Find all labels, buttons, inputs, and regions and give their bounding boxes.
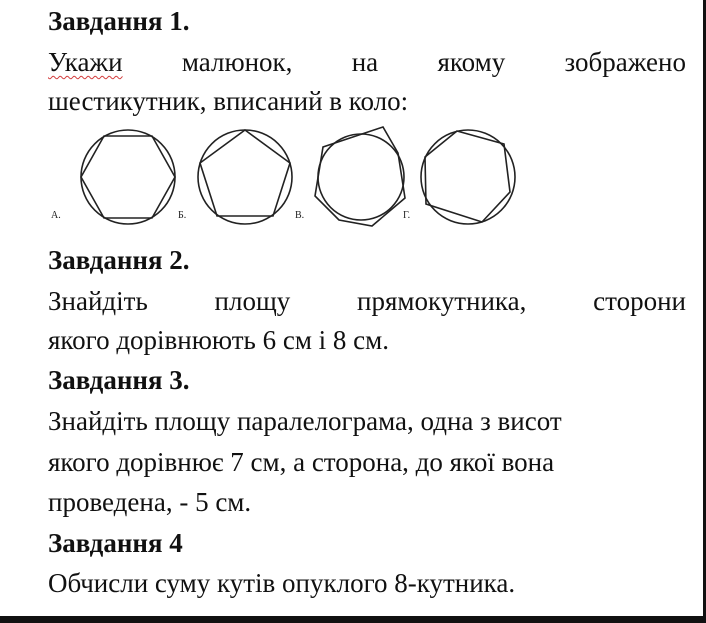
inscribed-polygons-figure xyxy=(48,122,548,234)
figure-label-d: Г. xyxy=(403,210,411,221)
bottom-border-rule xyxy=(0,616,706,623)
figure-label-b: Б. xyxy=(178,210,187,221)
task1-word-3: на xyxy=(351,47,379,77)
task1-heading: Завдання 1. xyxy=(48,6,190,36)
task2-line2: якого дорівнюють 6 см і 8 см. xyxy=(48,325,389,355)
task3-line1: Знайдіть площу паралелограма, одна з висот xyxy=(48,406,562,436)
task1-word-2: малюнок, xyxy=(181,47,293,77)
task2-line1 xyxy=(48,284,686,318)
task2-word-3: прямокутника, xyxy=(357,286,527,316)
task1-word-1: Укажи xyxy=(48,47,123,77)
task2-word-2: площу xyxy=(214,286,291,316)
figure-a-hexagon-in-circle xyxy=(81,130,175,224)
task1-word-4: якому xyxy=(437,47,506,77)
task2-word-1: Знайдіть xyxy=(48,286,148,316)
figure-b-pentagon-in-circle xyxy=(198,130,292,224)
task1-line1 xyxy=(48,45,686,79)
figure-c-hexagon-around-circle xyxy=(315,127,405,226)
figure-d-pentagon-in-circle xyxy=(421,130,515,224)
task4-line1: Обчисли суму кутів опуклого 8-кутника. xyxy=(48,568,516,598)
task3-heading: Завдання 3. xyxy=(48,365,190,395)
task2-heading: Завдання 2. xyxy=(48,245,190,275)
task1-word-5: зображено xyxy=(564,47,686,77)
task3-line2: якого дорівнює 7 см, а сторона, до якої вона xyxy=(48,447,555,477)
task3-line3: проведена, - 5 см. xyxy=(48,487,252,517)
task2-word-4: сторони xyxy=(593,286,686,316)
figure-label-a: А. xyxy=(51,210,61,221)
task1-line2: шестикутник, вписаний в коло: xyxy=(48,86,409,116)
task4-heading: Завдання 4 xyxy=(48,528,183,558)
figure-label-c: В. xyxy=(295,210,305,221)
